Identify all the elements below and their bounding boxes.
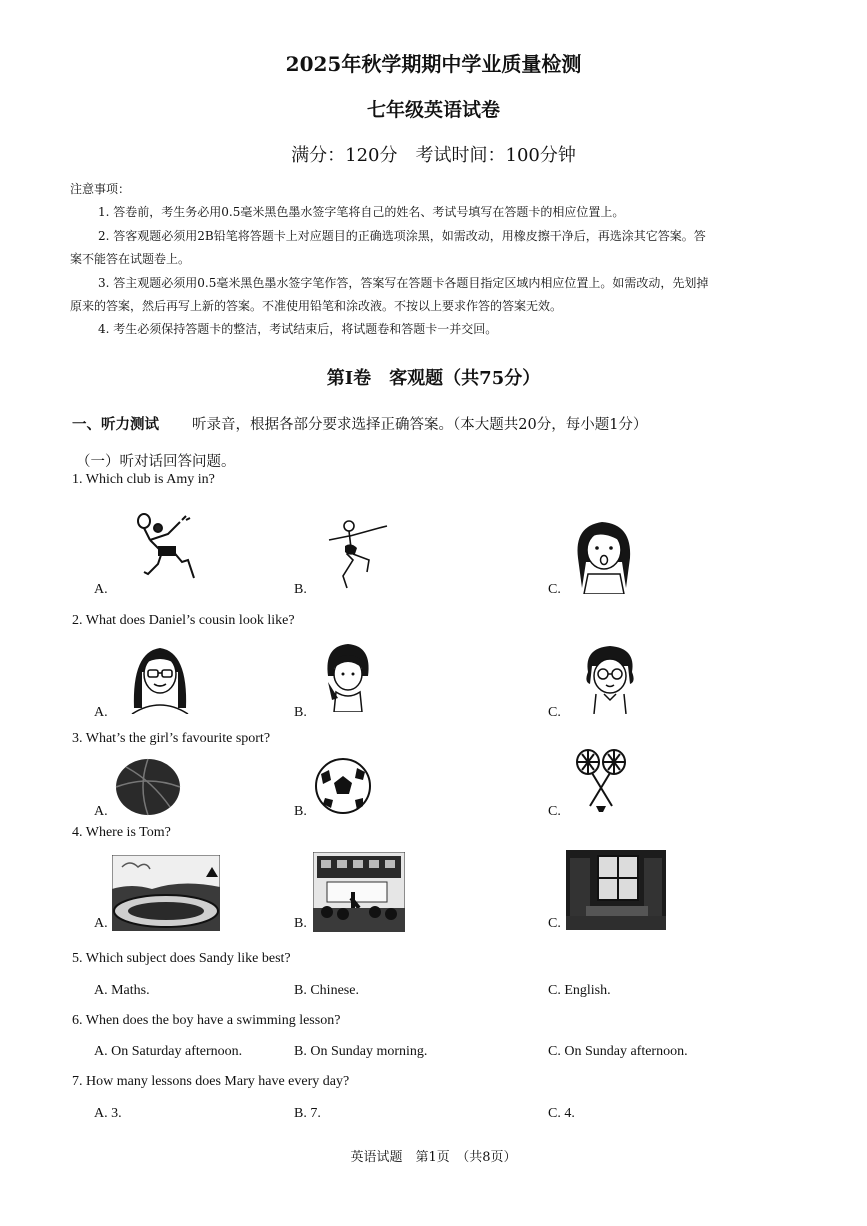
q7-option-a: A. 3. [94,1106,122,1121]
exam-subtitle: 七年级英语试卷 [366,99,500,121]
ballet-dancer-icon [325,518,391,590]
q1-option-b: B. [294,582,307,597]
notice-item-3: 3. 答主观题必须用0.5毫米黑色墨水签字笔作答，答案写在答题卡各题目指定区域内相应位置上。如需改动，先划掉 [98,276,709,290]
short-hair-girl-icon [322,642,374,712]
notice-item-2: 2. 答客观题必须用2B铅笔将答题卡上对应题目的正确选项涂黑，如需改动，用橡皮擦干净后，再选涂其它答案。答 [98,229,706,243]
q1-option-a: A. [94,582,108,597]
part-title-text: 一、听力测试 [72,416,159,433]
exam-title: 2025年秋学期期中学业质量检测 [285,52,582,76]
question-3: 3. What’s the girl’s favourite sport? [72,731,271,746]
badminton-player-icon [128,512,204,588]
football-icon [313,756,373,816]
page-footer: 英语试题 第1页 （共8页） [350,1150,517,1165]
question-2: 2. What does Daniel’s cousin look like? [72,613,295,628]
q4-option-b: B. [294,916,307,931]
q4-option-c: C. [548,916,561,931]
q2-option-a: A. [94,705,108,720]
q5-option-b: B. Chinese. [294,983,359,998]
q2-option-b: B. [294,705,307,720]
part-title [72,413,159,434]
score-time-line: 满分：120分 考试时间：100分钟 [291,145,576,166]
room-window-icon [566,850,666,930]
q7-option-b: B. 7. [294,1106,321,1121]
q2-option-c: C. [548,705,561,720]
playground-icon [112,855,220,931]
q3-option-a: A. [94,804,108,819]
q6-option-b: B. On Sunday morning. [294,1044,428,1059]
notice-heading: 注意事项： [70,182,131,196]
q6-option-a: A. On Saturday afternoon. [94,1044,243,1059]
badminton-rackets-icon [572,748,630,814]
basketball-icon [112,757,184,817]
notice-item-4: 4. 考生必须保持答题卡的整洁，考试结束后，将试题卷和答题卡一并交回。 [98,322,498,336]
q5-option-a: A. Maths. [94,983,150,998]
q6-option-c: C. On Sunday afternoon. [548,1044,688,1059]
singing-girl-icon [570,518,638,594]
q1-option-c: C. [548,582,561,597]
question-1: 1. Which club is Amy in? [72,472,215,487]
subpart-heading: （一）听对话回答问题。 [76,454,236,470]
question-5: 5. Which subject does Sandy like best? [72,951,291,966]
question-4: 4. Where is Tom? [72,825,171,840]
section-heading: 第Ⅰ卷 客观题（共75分） [326,368,541,389]
notice-item-3-cont: 原来的答案，然后再写上新的答案。不准使用铅笔和涂改液。不按以上要求作答的答案无效。 [70,299,563,313]
long-hair-glasses-girl-icon [124,642,196,714]
notice-item-1: 1. 答卷前，考生务必用0.5毫米黑色墨水签字笔将自己的姓名、考试号填写在答题卡的相应位置上。 [98,205,625,219]
question-7: 7. How many lessons does Mary have every day? [72,1074,350,1089]
q5-option-c: C. English. [548,983,611,998]
q3-option-c: C. [548,804,561,819]
question-6: 6. When does the boy have a swimming lesson? [72,1013,341,1028]
part-instruction: 听录音，根据各部分要求选择正确答案。（本大题共20分，每小题1分） [192,417,648,433]
q4-option-a: A. [94,916,108,931]
notice-item-2-cont: 案不能答在试题卷上。 [70,252,191,266]
classroom-icon [313,852,405,932]
curly-hair-glasses-girl-icon [582,642,638,714]
q3-option-b: B. [294,804,307,819]
q7-option-c: C. 4. [548,1106,575,1121]
